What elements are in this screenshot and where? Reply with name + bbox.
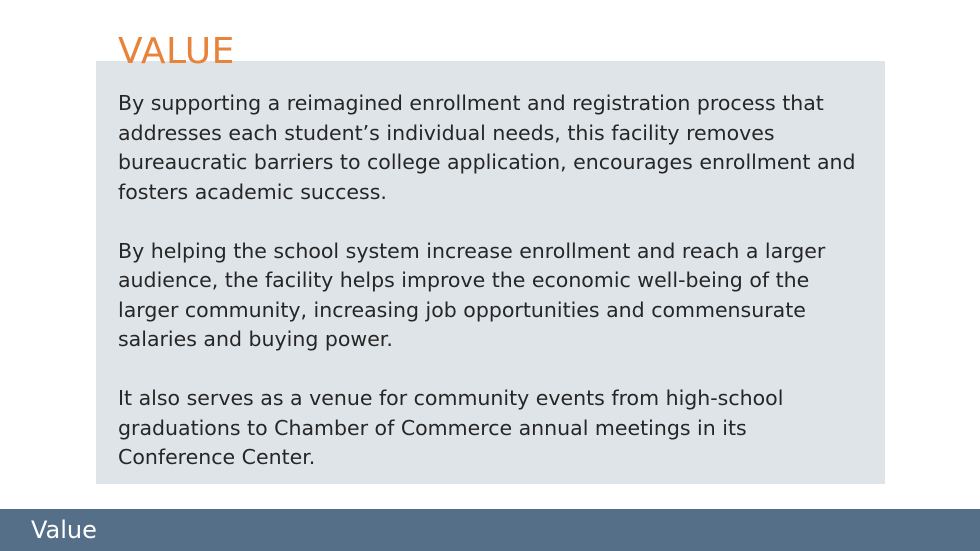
slide-title: VALUE bbox=[118, 31, 235, 72]
footer-label: Value bbox=[31, 516, 97, 544]
body-text bbox=[118, 89, 858, 473]
paragraph-economic: By helping the school system increase enrollment and reach a larger audience, the facility helps improve the economic well-being of the larger community, increasing job opportunities and commensurate salaries and buying power. bbox=[118, 238, 826, 351]
paragraph-enrollment: By supporting a reimagined enrollment and registration process that addresses each student’s individual needs, this facility removes bureaucratic barriers to college application, encourages enrollment and fosters academic success. bbox=[118, 91, 856, 204]
footer-bar bbox=[0, 509, 980, 551]
paragraph-community-events: It also serves as a venue for community events from high-school graduations to Chamber of Commerce annual meetings in its Conference Center. bbox=[118, 386, 784, 469]
